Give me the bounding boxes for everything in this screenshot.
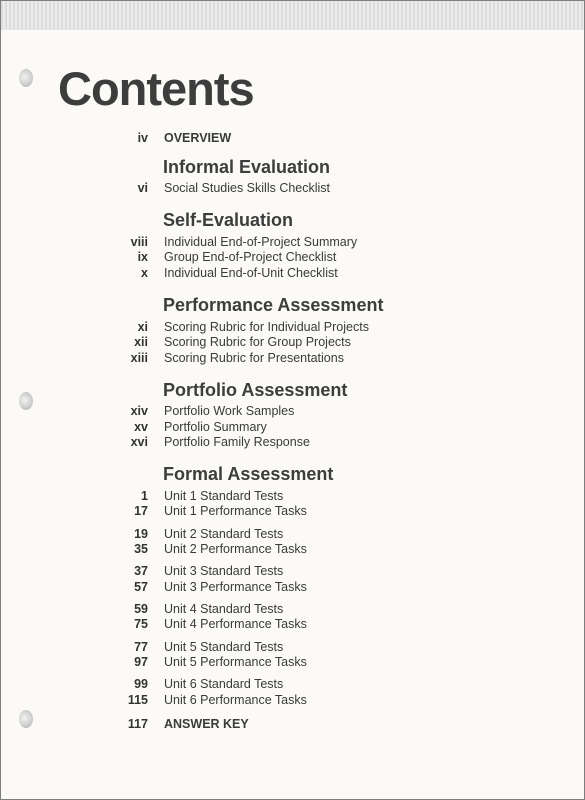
toc-entry[interactable] [1, 435, 585, 451]
page-number: viii [130, 235, 148, 249]
toc-entry[interactable] [1, 564, 585, 580]
entry-label: OVERVIEW [164, 131, 232, 145]
page-number: 115 [127, 693, 148, 707]
entry-label: Unit 5 Standard Tests [164, 640, 284, 654]
page-number: 35 [134, 542, 148, 556]
toc-entry[interactable] [1, 404, 585, 420]
toc-entry[interactable] [1, 693, 585, 709]
entry-label: Unit 3 Performance Tasks [164, 580, 307, 594]
toc-entry[interactable] [1, 181, 585, 197]
toc-entry-answer-key[interactable] [1, 717, 585, 733]
entry-label: Unit 1 Performance Tasks [164, 504, 307, 518]
entry-label: Unit 6 Performance Tasks [164, 693, 307, 707]
section-heading-self-evaluation: Self-Evaluation [163, 210, 294, 230]
binder-hole-icon [19, 69, 33, 87]
toc-entry[interactable] [1, 580, 585, 596]
toc-entry[interactable] [1, 504, 585, 520]
page-number: xiii [130, 351, 148, 365]
entry-label: Unit 4 Performance Tasks [164, 617, 307, 631]
toc-entry[interactable] [1, 266, 585, 282]
page-number: xv [134, 420, 148, 434]
entry-label: Unit 1 Standard Tests [164, 489, 284, 503]
entry-label: Scoring Rubric for Group Projects [164, 335, 351, 349]
entry-label: Unit 2 Standard Tests [164, 527, 284, 541]
entry-label: Group End-of-Project Checklist [164, 250, 337, 264]
page-number: 1 [141, 489, 148, 503]
page-number: 97 [134, 655, 148, 669]
entry-label: Portfolio Work Samples [164, 404, 295, 418]
entry-label: Unit 3 Standard Tests [164, 564, 284, 578]
section-heading-formal-assessment: Formal Assessment [163, 464, 334, 484]
page-title: Contents [58, 62, 254, 115]
page-number: xiv [130, 404, 148, 418]
toc-entry[interactable] [1, 235, 585, 251]
page-number: 77 [134, 640, 148, 654]
entry-label: Portfolio Family Response [164, 435, 310, 449]
page-number: 57 [134, 580, 148, 594]
entry-label: Portfolio Summary [164, 420, 267, 434]
page-number: xii [134, 335, 148, 349]
toc-entry[interactable] [1, 320, 585, 336]
toc-entry[interactable] [1, 640, 585, 656]
toc-entry-overview[interactable] [1, 131, 585, 147]
toc-entry[interactable] [1, 677, 585, 693]
page-number: ix [137, 250, 148, 264]
toc-entry[interactable] [1, 542, 585, 558]
entry-label: Unit 4 Standard Tests [164, 602, 284, 616]
page-number: 17 [134, 504, 148, 518]
page-number: xvi [130, 435, 148, 449]
section-heading-performance-assessment: Performance Assessment [163, 295, 384, 315]
page-number: x [141, 266, 148, 280]
scanner-edge-strip [1, 1, 584, 30]
entry-label: Unit 6 Standard Tests [164, 677, 284, 691]
entry-label: Scoring Rubric for Individual Projects [164, 320, 369, 334]
entry-label: Unit 5 Performance Tasks [164, 655, 307, 669]
toc-entry[interactable] [1, 602, 585, 618]
page-number: 59 [134, 602, 148, 616]
page-number: 37 [134, 564, 148, 578]
section-heading-informal-evaluation: Informal Evaluation [163, 157, 331, 177]
entry-label: Individual End-of-Unit Checklist [164, 266, 338, 280]
entry-label: Unit 2 Performance Tasks [164, 542, 307, 556]
entry-label: Individual End-of-Project Summary [164, 235, 358, 249]
page-number: xi [137, 320, 148, 334]
entry-label: Scoring Rubric for Presentations [164, 351, 344, 365]
page-number: 117 [127, 717, 148, 731]
entry-label: Social Studies Skills Checklist [164, 181, 331, 195]
toc-entry[interactable] [1, 250, 585, 266]
toc-entry[interactable] [1, 489, 585, 505]
page-number: 75 [134, 617, 148, 631]
toc-entry[interactable] [1, 335, 585, 351]
toc-entry[interactable] [1, 655, 585, 671]
page-number: 19 [134, 527, 148, 541]
toc-entry[interactable] [1, 420, 585, 436]
page-number: iv [137, 131, 148, 145]
page-number: vi [137, 181, 148, 195]
section-heading-portfolio-assessment: Portfolio Assessment [163, 380, 348, 400]
entry-label: ANSWER KEY [164, 717, 249, 731]
toc-entry[interactable] [1, 617, 585, 633]
toc-entry[interactable] [1, 351, 585, 367]
page-number: 99 [134, 677, 148, 691]
toc-entry[interactable] [1, 527, 585, 543]
